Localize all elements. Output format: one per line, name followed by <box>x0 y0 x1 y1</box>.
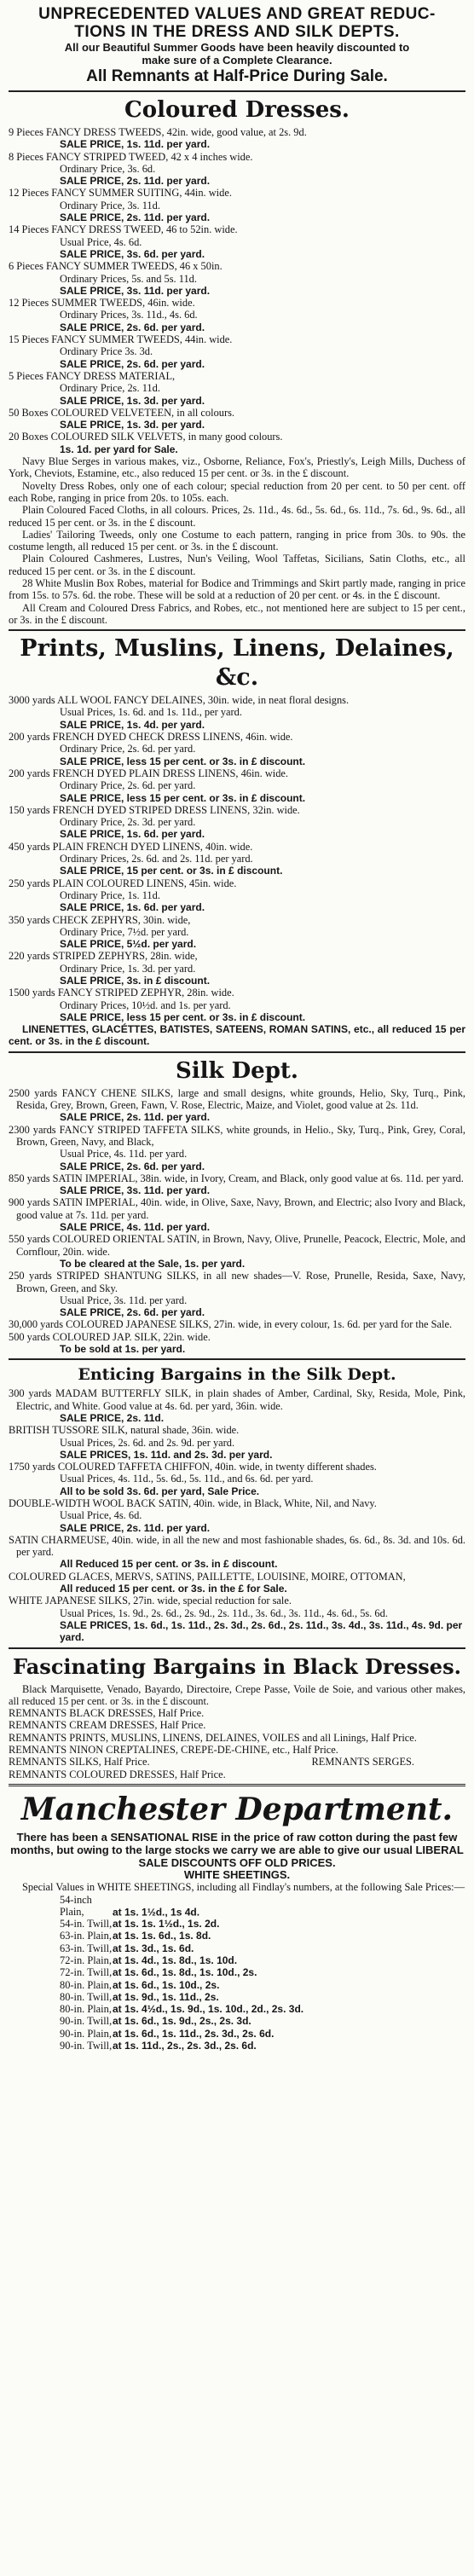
sheeting-row <box>9 1979 465 1991</box>
paragraph: Novelty Dress Robes, only one of each colour; special reduction from 20 per cent. to 50 per cent. off each Robe, ranging in price from 20s. to 105s. each. <box>9 479 465 504</box>
list-item <box>9 987 465 1023</box>
item-description: 30,000 yards COLOURED JAPANESE SILKS, 27in. wide, in every colour, 1s. 6d. per yard for the Sale. <box>9 1318 453 1331</box>
ordinary-price: Ordinary Prices, 3s. 11d., 4s. 6d. <box>60 309 198 321</box>
list-item <box>9 1595 465 1643</box>
sale-price: To be sold at 1s. per yard. <box>60 1343 186 1356</box>
sheeting-row <box>9 1954 465 1966</box>
list-item <box>9 187 465 223</box>
ordinary-price: Usual Prices, 1s. 9d., 2s. 6d., 2s. 9d., 2s. 11d., 3s. 6d., 3s. 11d., 4s. 6d., 5s. 6d. <box>60 1606 388 1619</box>
remnant-line: REMNANTS SILKS, Half Price. <box>9 1756 150 1768</box>
sale-price: SALE PRICE, 2s. 6d. per yard. <box>60 1160 205 1172</box>
sheetings-title: WHITE SHEETINGS. <box>183 1867 291 1881</box>
sheeting-prices: at 1s. 1½d., 1s 4d. <box>113 1905 200 1918</box>
section-title: Fascinating Bargains in Black Dresses. <box>13 1653 461 1679</box>
list-item <box>9 914 465 951</box>
sheeting-prices: at 1s. 6d., 1s. 9d., 2s., 2s. 3d. <box>113 2015 251 2028</box>
item-description: 3000 yards ALL WOOL FANCY DELAINES, 30in. wide, in neat floral designs. <box>9 694 350 707</box>
enticing-section <box>9 1363 465 1643</box>
sheetings-intro: Special Values in WHITE SHEETINGS, including all Findlay's numbers, at the following Sale Prices:— <box>22 1881 465 1894</box>
sale-price: SALE PRICE, less 15 per cent. or 3s. in £ discount. <box>60 1010 306 1023</box>
list-item <box>9 223 465 260</box>
sheeting-width: 90-in. Twill, <box>60 2015 113 2028</box>
item-description: SATIN CHARMEUSE, 40in. wide, in all the new and most fashionable shades, 6s. 6d., 8s. 3d. and 10s. 6d. per yard. <box>9 1533 465 1559</box>
list-item <box>9 1387 465 1424</box>
black-dresses-section <box>9 1653 465 1780</box>
list-item <box>9 1497 465 1534</box>
list-item <box>9 1124 465 1172</box>
item-description: COLOURED GLACES, MERVS, SATINS, PAILLETTE, LOUISINE, MOIRE, OTTOMAN, <box>9 1570 406 1583</box>
ordinary-price: Ordinary Price, 2s. 6d. per yard. <box>60 743 196 755</box>
manchester-section <box>9 1790 465 2052</box>
headline <box>9 5 465 87</box>
remnant-line: REMNANTS NINON CREPTALINES, CREPE-DE-CHINE, etc., Half Price. <box>9 1744 338 1757</box>
paragraph: Plain Coloured Faced Cloths, in all colours. Prices, 2s. 11d., 4s. 6d., 5s. 6d., 6s. 11d., 7s. 6d., 9s. 6d., all reduced 15 per cent. or 3s. in the £ discount. <box>9 504 465 529</box>
ordinary-price: Usual Price, 4s. 6d. <box>60 235 142 248</box>
sheeting-width: 90-in. Twill, <box>60 2040 113 2052</box>
paragraph: Ladies' Tailoring Tweeds, only one Costume to each pattern, ranging in price from 30s. to 90s. the costume length, all reduced 15 per cent. or 3s. in the £ discount. <box>9 528 465 553</box>
list-item <box>9 1424 465 1461</box>
list-item <box>9 1331 465 1356</box>
list-item <box>9 804 465 841</box>
sheeting-width: 72-in. Plain, <box>60 1954 112 1966</box>
sheeting-width: 54-in. Twill, <box>60 1918 113 1931</box>
sale-price: SALE PRICE, 3s. 6d. per yard. <box>60 247 205 260</box>
sheeting-prices: at 1s. 6d., 1s. 11d., 2s. 3d., 2s. 6d. <box>113 2027 275 2040</box>
item-description: 12 Pieces SUMMER TWEEDS, 46in. wide. <box>9 297 195 310</box>
paragraph: Plain Coloured Cashmeres, Lustres, Nun's Veiling, Wool Taffetas, Sicilians, Satin Cloths, etc., all reduced 15 per cent. or 3s. in the £ discount. <box>9 553 465 577</box>
sheeting-prices: at 1s. 1s. 1½d., 1s. 2d. <box>113 1918 220 1931</box>
list-item <box>9 841 465 877</box>
list-item <box>9 151 465 188</box>
item-description: 2500 yards FANCY CHENE SILKS, large and small designs, white grounds, Helio, Sky, Turq., Pink, Resida, Grey, Brown, Green, Fawn, V. Rose, Electric, Maize, and Violet, good value at 2s. 11d. <box>9 1086 465 1112</box>
list-item <box>9 1233 465 1270</box>
list-item <box>9 877 465 914</box>
item-description: 200 yards FRENCH DYED PLAIN DRESS LINENS, 46in. wide. <box>9 767 289 779</box>
list-item <box>9 1270 465 1318</box>
sale-price: SALE PRICE, 2s. 6d. per yard. <box>60 321 205 333</box>
divider <box>9 1358 465 1360</box>
item-description: 250 yards PLAIN COLOURED LINENS, 45in. wide. <box>9 877 237 889</box>
ordinary-price: Ordinary Prices, 5s. and 5s. 11d. <box>60 272 197 285</box>
divider <box>9 1647 465 1649</box>
sale-price: SALE PRICES, 1s. 6d., 1s. 11d., 2s. 3d., 2s. 6d., 2s. 11d., 3s. 4d., 3s. 11d., 4s. 9d. per yard. <box>60 1618 463 1644</box>
ordinary-price: Usual Price, 4s. 6d. <box>60 1509 142 1522</box>
sale-price: SALE PRICE, 3s. 11d. per yard. <box>60 284 211 297</box>
divider <box>9 629 465 631</box>
sheeting-row <box>9 1894 465 1919</box>
item-description: 300 yards MADAM BUTTERFLY SILK, in plain shades of Amber, Cardinal, Sky, Resida, Mole, Pink, Electric, and White. Good value at 4s. 6d. per yard, 36in. wide. <box>9 1387 465 1412</box>
list-item <box>9 1461 465 1497</box>
sale-price: To be cleared at the Sale, 1s. per yard. <box>60 1257 246 1270</box>
sheeting-prices: at 1s. 1s. 6d., 1s. 8d. <box>113 1930 211 1942</box>
ordinary-price: Ordinary Price, 1s. 11d. <box>60 889 160 901</box>
ordinary-price: Ordinary Price, 1s. 3d. per yard. <box>60 962 196 975</box>
sheetings-price-list <box>9 1894 465 2052</box>
item-description: 900 yards SATIN IMPERIAL, 40in. wide, in Olive, Saxe, Navy, Brown, and Electric; also Ivory and Black, good value at 7s. 11d. per yard. <box>9 1196 465 1221</box>
item-description: 5 Pieces FANCY DRESS MATERIAL, <box>9 369 176 382</box>
sale-price: SALE PRICE, 3s. in £ discount. <box>60 975 211 987</box>
list-item <box>9 950 465 987</box>
headline-line-1: UNPRECEDENTED VALUES AND GREAT REDUC- <box>38 5 436 23</box>
ordinary-price: Usual Price, 3s. 11d. per yard. <box>60 1294 188 1306</box>
sale-price: SALE PRICE, 1s. 3d. per yard. <box>60 394 205 407</box>
item-description: WHITE JAPANESE SILKS, 27in. wide, special reduction for sale. <box>9 1595 292 1607</box>
ordinary-price: Ordinary Price, 2s. 3d. per yard. <box>60 816 196 829</box>
sheeting-width: 80-in. Twill, <box>60 1990 113 2003</box>
item-description: 220 yards STRIPED ZEPHYRS, 28in. wide, <box>9 950 198 963</box>
item-description: 14 Pieces FANCY DRESS TWEED, 46 to 52in. wide. <box>9 223 238 236</box>
divider <box>9 90 465 92</box>
sheeting-prices: at 1s. 6d., 1s. 10d., 2s. <box>113 1978 220 1991</box>
list-item <box>9 297 465 333</box>
list-item <box>9 767 465 804</box>
paragraph: Black Marquisette, Venado, Bayardo, Directoire, Crepe Passe, Voile de Soie, and various other makes, all reduced 15 per cent. or 3s. in the £ discount. <box>9 1682 465 1707</box>
ordinary-price: Ordinary Price, 3s. 11d. <box>60 199 160 211</box>
sale-price: SALE PRICE, 15 per cent. or 3s. in £ discount. <box>60 865 283 877</box>
sheeting-row <box>9 1918 465 1930</box>
sheeting-row <box>9 1966 465 1978</box>
ordinary-price: Ordinary Price, 2s. 6d. per yard. <box>60 779 196 792</box>
ordinary-price: Ordinary Price, 7½d. per yard. <box>60 925 189 938</box>
remnant-line: REMNANTS SERGES. <box>311 1756 414 1768</box>
sheeting-width: 90-in. Plain, <box>60 2027 112 2040</box>
item-description: 6 Pieces FANCY SUMMER TWEEDS, 46 x 50in. <box>9 260 223 273</box>
sale-price: SALE PRICE, 1s. 3d. per yard. <box>60 419 205 431</box>
remnant-line: REMNANTS CREAM DRESSES, Half Price. <box>9 1719 206 1732</box>
ordinary-price: Ordinary Price, 3s. 6d. <box>60 162 156 175</box>
prints-items-list <box>9 694 465 1023</box>
coloured-items-list <box>9 126 465 407</box>
coloured-dresses-section <box>9 96 465 626</box>
section-title: Prints, Muslins, Linens, Delaines, &c. <box>20 635 454 692</box>
sheeting-prices: at 1s. 4½d., 1s. 9d., 1s. 10d., 2d., 2s. 3d. <box>113 2003 304 2016</box>
sheeting-row <box>9 1991 465 2003</box>
paragraph: Navy Blue Serges in various makes, viz., Osborne, Reliance, Fox's, Priestly's, Leigh Mills, Duchess of York, Cheviots, Estamine, etc., also reduced 15 per cent. or 3s. in the £ discount. <box>9 455 465 480</box>
item-description: 1750 yards COLOURED TAFFETA CHIFFON, 40in. wide, in twenty different shades. <box>9 1461 377 1473</box>
headline-line-2: TIONS IN THE DRESS AND SILK DEPTS. <box>74 23 400 41</box>
sheeting-width: 80-in. Plain, <box>60 1978 112 1991</box>
list-item <box>9 731 465 767</box>
section-title: Manchester Department. <box>20 1791 454 1827</box>
ordinary-price: Ordinary Price, 2s. 11d. <box>60 382 160 395</box>
sheeting-prices: at 1s. 6d., 1s. 8d., 1s. 10d., 2s. <box>113 1966 257 1979</box>
sale-price: SALE PRICE, 2s. 11d. <box>60 1411 165 1424</box>
item-description: 50 Boxes COLOURED VELVETEEN, in all colours. <box>9 406 234 419</box>
sheeting-width: 63-in. Plain, <box>60 1930 112 1942</box>
section-title: Silk Dept. <box>176 1057 298 1084</box>
sale-price: SALE PRICE, 2s. 11d. per yard. <box>60 211 211 224</box>
sale-price: SALE PRICE, 1s. 6d. per yard. <box>60 828 205 841</box>
intro-line-1: All our Beautiful Summer Goods have been heavily discounted to <box>64 41 410 54</box>
paragraph: 28 White Muslin Box Robes, material for Bodice and Trimmings and Skirt partly made, ranging in price from 15s. to 57s. 6d. the robe. These will be sold at a reduction of 20 per cent. or 4s. in the £ discount. <box>9 576 465 602</box>
sale-price: 1s. 1d. per yard for Sale. <box>60 443 178 455</box>
item-description: 12 Pieces FANCY SUMMER SUITING, 44in. wide. <box>9 187 232 200</box>
sale-price: SALE PRICE, less 15 per cent. or 3s. in £ discount. <box>60 791 306 804</box>
section-title: Enticing Bargains in the Silk Dept. <box>78 1365 396 1385</box>
cotton-notice: There has been a SENSATIONAL RISE in the price of raw cotton during the past few months, but owing to the large stocks we carry we are able to give our usual LIBERAL SALE DISCOUNTS OFF OLD PRICES. <box>10 1830 464 1869</box>
sheeting-width: 54-inch Plain, <box>60 1893 92 1918</box>
sheeting-prices: at 1s. 3d., 1s. 6d. <box>113 1942 194 1954</box>
sale-price: SALE PRICE, 2s. 11d. per yard. <box>60 1521 211 1534</box>
item-description: 250 yards STRIPED SHANTUNG SILKS, in all new shades—V. Rose, Prunelle, Resida, Saxe, Navy, Brown, Green, and Sky. <box>9 1270 465 1294</box>
sale-price: SALE PRICE, 1s. 4d. per yard. <box>60 718 205 731</box>
remnants-banner: All Remnants at Half-Price During Sale. <box>86 67 388 85</box>
sale-price: SALE PRICES, 1s. 11d. and 2s. 3d. per yard. <box>60 1448 273 1461</box>
list-item <box>9 333 465 370</box>
item-description: 150 yards FRENCH DYED STRIPED DRESS LINENS, 32in. wide. <box>9 803 300 816</box>
sheeting-row <box>9 2015 465 2027</box>
sale-price: SALE PRICE, less 15 per cent. or 3s. in £ discount. <box>60 755 306 767</box>
sheeting-row <box>9 2040 465 2052</box>
sale-price: SALE PRICE, 2s. 6d. per yard. <box>60 1306 205 1319</box>
sale-price: SALE PRICE, 1s. 11d. per yard. <box>60 138 211 151</box>
silk-section <box>9 1056 465 1356</box>
remnant-line: REMNANTS COLOURED DRESSES, Half Price. <box>9 1768 226 1780</box>
sale-price: SALE PRICE, 2s. 11d. per yard. <box>60 1111 211 1124</box>
ordinary-price: Usual Prices, 1s. 6d. and 1s. 11d., per yard. <box>60 706 242 719</box>
item-description: 8 Pieces FANCY STRIPED TWEED, 42 x 4 inches wide. <box>9 150 253 163</box>
sheeting-prices: at 1s. 11d., 2s., 2s. 3d., 2s. 6d. <box>113 2040 257 2052</box>
list-item <box>9 370 465 407</box>
list-item <box>9 1087 465 1124</box>
ordinary-price: Usual Price, 4s. 11d. per yard. <box>60 1148 188 1161</box>
sale-price: SALE PRICE, 2s. 11d. per yard. <box>60 175 211 188</box>
item-description: 850 yards SATIN IMPERIAL, 38in. wide, in Ivory, Cream, and Black, only good value at 6s. 11d. per yard. <box>9 1172 464 1184</box>
ordinary-price: Ordinary Price 3s. 3d. <box>60 345 153 358</box>
section-title: Coloured Dresses. <box>124 97 350 123</box>
remnant-line: REMNANTS BLACK DRESSES, Half Price. <box>9 1707 205 1720</box>
divider <box>9 1784 465 1786</box>
remnant-line-pair <box>9 1756 465 1768</box>
item-description: 2300 yards FANCY STRIPED TAFFETA SILKS, white grounds, in Helio., Sky, Turq., Pink, Grey, Coral, Brown, Green, Navy, and Black, <box>9 1123 465 1148</box>
list-item <box>9 1196 465 1233</box>
sheeting-prices: at 1s. 4d., 1s. 8d., 1s. 10d. <box>113 1954 238 1966</box>
item-description: 500 yards COLOURED JAP. SILK, 22in. wide. <box>9 1330 211 1343</box>
sheeting-width: 72-in. Twill, <box>60 1966 113 1979</box>
item-description: 9 Pieces FANCY DRESS TWEEDS, 42in. wide, good value, at 2s. 9d. <box>9 126 307 138</box>
list-item <box>9 260 465 297</box>
item-description: BRITISH TUSSORE SILK, natural shade, 36in. wide. <box>9 1424 240 1437</box>
item-description: 550 yards COLOURED ORIENTAL SATIN, in Brown, Navy, Olive, Prunelle, Peacock, Electric, Mole, and Cornflour, 20in. wide. <box>9 1233 465 1258</box>
list-item <box>9 1534 465 1571</box>
divider <box>9 1051 465 1053</box>
ordinary-price: Ordinary Prices, 2s. 6d. and 2s. 11d. per yard. <box>60 853 253 865</box>
item-description: 15 Pieces FANCY SUMMER TWEEDS, 44in. wide. <box>9 333 233 346</box>
sheeting-row <box>9 2028 465 2040</box>
ordinary-price: Usual Prices, 2s. 6d. and 2s. 9d. per yard. <box>60 1436 235 1449</box>
sheeting-width: 63-in. Twill, <box>60 1942 113 1954</box>
sale-price: SALE PRICE, 5½d. per yard. <box>60 938 197 951</box>
enticing-items-list <box>9 1387 465 1643</box>
sheeting-row <box>9 2003 465 2015</box>
item-description: 200 yards FRENCH DYED CHECK DRESS LINENS, 46in. wide. <box>9 731 293 744</box>
paragraph: LINENETTES, GLACÉTTES, BATISTES, SATEENS, ROMAN SATINS, etc., all reduced 15 per cent. or 3s. in the £ discount. <box>9 1023 465 1048</box>
sheeting-row <box>9 1942 465 1954</box>
item-description: 350 yards CHECK ZEPHYRS, 30in. wide, <box>9 913 191 926</box>
sheeting-width: 80-in. Plain, <box>60 2003 112 2016</box>
sale-price: SALE PRICE, 3s. 11d. per yard. <box>60 1184 211 1197</box>
intro-line-2: make sure of a Complete Clearance. <box>142 54 332 67</box>
sheeting-row <box>9 1930 465 1942</box>
list-item <box>9 126 465 151</box>
sale-price: All reduced 15 per cent. or 3s. in the £ for Sale. <box>60 1583 287 1595</box>
item-description: DOUBLE-WIDTH WOOL BACK SATIN, 40in. wide, in Black, White, Nil, and Navy. <box>9 1496 377 1509</box>
item-description: 450 yards PLAIN FRENCH DYED LINENS, 40in. wide. <box>9 840 253 853</box>
silk-items-list <box>9 1087 465 1356</box>
sale-price: SALE PRICE, 1s. 6d. per yard. <box>60 901 205 914</box>
ordinary-price: Ordinary Prices, 10½d. and 1s. per yard. <box>60 999 231 1011</box>
sale-price: All to be sold 3s. 6d. per yard, Sale Price. <box>60 1485 260 1497</box>
paragraph: All Cream and Coloured Dress Fabrics, and Robes, etc., not mentioned here are subject to 15 per cent., or 3s. in the £ discount. <box>9 601 465 626</box>
sale-price: All Reduced 15 per cent. or 3s. in £ discount. <box>60 1558 278 1571</box>
prints-section <box>9 634 465 1048</box>
list-item <box>9 1318 465 1330</box>
list-item <box>9 1172 465 1197</box>
item-description: 1500 yards FANCY STRIPED ZEPHYR, 28in. wide. <box>9 987 234 999</box>
sale-price: SALE PRICE, 2s. 6d. per yard. <box>60 357 205 370</box>
sheeting-prices: at 1s. 9d., 1s. 11d., 2s. <box>113 1990 219 2003</box>
item-description: 20 Boxes COLOURED SILK VELVETS, in many good colours. <box>9 431 283 443</box>
ordinary-price: Usual Prices, 4s. 11d., 5s. 6d., 5s. 11d., and 6s. 6d. per yard. <box>60 1473 314 1485</box>
list-item <box>9 694 465 731</box>
list-item <box>9 1571 465 1595</box>
sale-price: SALE PRICE, 4s. 11d. per yard. <box>60 1221 211 1234</box>
remnant-line: REMNANTS PRINTS, MUSLINS, LINENS, DELAINES, VOILES and all Linings, Half Price. <box>9 1731 417 1744</box>
